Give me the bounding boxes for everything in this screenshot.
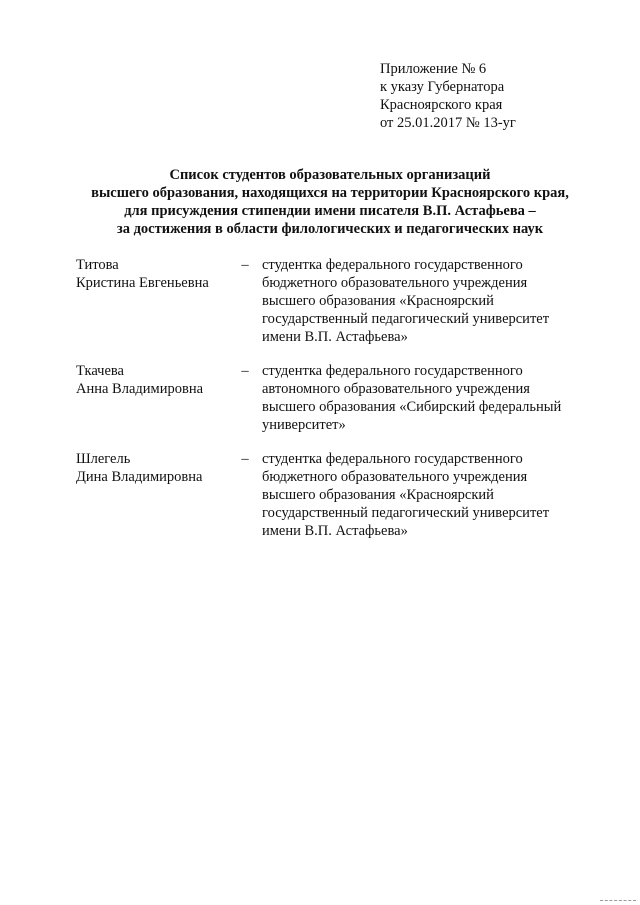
student-description <box>262 362 596 434</box>
student-name <box>76 256 228 346</box>
description-line: студентка федерального государственного <box>262 257 523 273</box>
description-line: имени В.П. Астафьева» <box>262 329 408 345</box>
description-line: бюджетного образовательного учреждения <box>262 469 528 485</box>
document-title <box>70 166 590 238</box>
description-line: имени В.П. Астафьева» <box>262 523 408 539</box>
separator-dash: – <box>241 451 249 467</box>
student-name <box>76 362 228 434</box>
description-line: государственный педагогический университет <box>262 505 550 521</box>
student-list <box>76 256 596 556</box>
appendix-line: к указу Губернатора <box>380 79 505 95</box>
separator-dash: – <box>241 257 249 273</box>
title-line: высшего образования, находящихся на территории Красноярского края, <box>91 185 569 201</box>
description-line: студентка федерального государственного <box>262 363 523 379</box>
student-name <box>76 450 228 540</box>
appendix-line: Красноярского края <box>380 97 503 113</box>
student-surname: Титова <box>76 257 119 273</box>
description-line: автономного образовательного учреждения <box>262 381 530 397</box>
appendix-line: от 25.01.2017 № 13-уг <box>380 115 516 131</box>
student-given-name: Кристина Евгеньевна <box>76 275 209 291</box>
scan-corner-mark <box>600 900 636 903</box>
student-entry <box>76 256 596 346</box>
separator-dash: – <box>241 363 249 379</box>
description-line: университет» <box>262 417 346 433</box>
student-description <box>262 256 596 346</box>
student-entry <box>76 450 596 540</box>
student-given-name: Дина Владимировна <box>76 469 203 485</box>
student-description <box>262 450 596 540</box>
student-given-name: Анна Владимировна <box>76 381 204 397</box>
description-line: высшего образования «Красноярский <box>262 487 494 503</box>
appendix-line: Приложение № 6 <box>380 61 487 77</box>
description-line: высшего образования «Сибирский федеральный <box>262 399 562 415</box>
title-line: за достижения в области филологических и педагогических наук <box>116 221 544 237</box>
student-entry <box>76 362 596 434</box>
student-surname: Шлегель <box>76 451 131 467</box>
student-surname: Ткачева <box>76 363 124 379</box>
title-line: Список студентов образовательных организаций <box>169 167 491 183</box>
description-line: студентка федерального государственного <box>262 451 523 467</box>
description-line: государственный педагогический университет <box>262 311 550 327</box>
appendix-header <box>380 60 516 132</box>
description-line: бюджетного образовательного учреждения <box>262 275 528 291</box>
description-line: высшего образования «Красноярский <box>262 293 494 309</box>
title-line: для присуждения стипендии имени писателя В.П. Астафьева – <box>124 203 536 219</box>
